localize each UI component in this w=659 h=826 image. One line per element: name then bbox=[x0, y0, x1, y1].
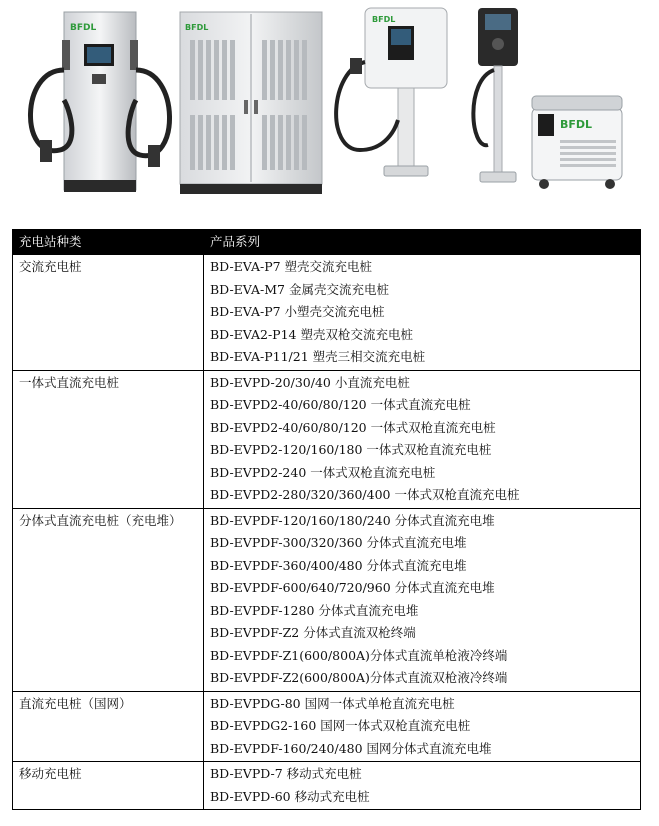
brand-logo: BFDL bbox=[70, 23, 97, 33]
product-item: BD-EVPDF-Z2(600/800A)分体式直流双枪液冷终端 bbox=[210, 670, 508, 685]
row-items bbox=[204, 508, 641, 691]
product-item: BD-EVPDF-Z2 分体式直流双枪终端 bbox=[210, 625, 416, 640]
dc-charging-pile-cabinet-image bbox=[180, 12, 322, 194]
brand-logo: BFDL bbox=[372, 15, 396, 24]
product-item: BD-EVA-P11/21 塑壳三相交流充电桩 bbox=[210, 349, 426, 364]
product-item: BD-EVPD2-120/160/180 一体式双枪直流充电桩 bbox=[210, 442, 492, 457]
product-item: BD-EVPDF-300/320/360 分体式直流充电堆 bbox=[210, 535, 467, 550]
mobile-charger-image bbox=[532, 96, 622, 189]
product-series-table bbox=[12, 229, 641, 810]
product-item: BD-EVPD-20/30/40 小直流充电桩 bbox=[210, 374, 410, 390]
header-product-series: 产品系列 bbox=[204, 230, 641, 255]
table-row bbox=[13, 508, 641, 691]
product-item: BD-EVPD-60 移动式充电桩 bbox=[210, 788, 370, 804]
product-item: BD-EVA-M7 金属壳交流充电桩 bbox=[210, 281, 389, 297]
product-item: BD-EVPDG-80 国网一体式单枪直流充电桩 bbox=[210, 695, 455, 711]
row-category: 一体式直流充电桩 bbox=[13, 370, 204, 508]
product-item: BD-EVA-P7 塑壳交流充电桩 bbox=[210, 259, 373, 274]
product-item: BD-EVPDF-Z1(600/800A)分体式直流单枪液冷终端 bbox=[210, 647, 508, 663]
product-item: BD-EVPD2-280/320/360/400 一体式双枪直流充电桩 bbox=[210, 487, 520, 502]
row-category: 交流充电桩 bbox=[13, 255, 204, 371]
ac-charger-pole-image bbox=[473, 8, 518, 182]
product-item: BD-EVPDF-600/640/720/960 分体式直流充电堆 bbox=[210, 580, 495, 595]
ac-charger-pedestal-image bbox=[336, 8, 447, 176]
product-item: BD-EVPD2-240 一体式双枪直流充电桩 bbox=[210, 464, 436, 480]
table-header-row bbox=[13, 230, 641, 255]
product-item: BD-EVA-P7 小塑壳交流充电桩 bbox=[210, 304, 385, 319]
table-row bbox=[13, 762, 641, 810]
row-category: 直流充电桩（国网） bbox=[13, 691, 204, 762]
table-row bbox=[13, 691, 641, 762]
product-item: BD-EVPDF-120/160/180/240 分体式直流充电堆 bbox=[210, 512, 495, 528]
brand-logo: BFDL bbox=[560, 118, 593, 131]
row-items bbox=[204, 255, 641, 371]
table-row bbox=[13, 255, 641, 371]
dc-charger-dual-gun-image bbox=[30, 12, 169, 192]
product-photo-composite bbox=[0, 0, 659, 210]
product-item: BD-EVA2-P14 塑壳双枪交流充电桩 bbox=[210, 326, 413, 342]
header-station-type: 充电站种类 bbox=[13, 230, 204, 255]
product-item: BD-EVPDF-360/400/480 分体式直流充电堆 bbox=[210, 557, 467, 573]
product-item: BD-EVPD2-40/60/80/120 一体式双枪直流充电桩 bbox=[210, 419, 496, 435]
row-category: 分体式直流充电桩（充电堆） bbox=[13, 508, 204, 691]
row-items bbox=[204, 370, 641, 508]
table-row bbox=[13, 370, 641, 508]
product-item: BD-EVPD-7 移动式充电桩 bbox=[210, 766, 362, 781]
product-item: BD-EVPD2-40/60/80/120 一体式直流充电桩 bbox=[210, 397, 471, 412]
row-category: 移动充电桩 bbox=[13, 762, 204, 810]
product-item: BD-EVPDF-160/240/480 国网分体式直流充电堆 bbox=[210, 740, 492, 756]
row-items bbox=[204, 691, 641, 762]
product-item: BD-EVPDG2-160 国网一体式双枪直流充电桩 bbox=[210, 718, 471, 733]
product-item: BD-EVPDF-1280 分体式直流充电堆 bbox=[210, 602, 419, 618]
brand-logo: BFDL bbox=[185, 23, 209, 32]
row-items bbox=[204, 762, 641, 810]
